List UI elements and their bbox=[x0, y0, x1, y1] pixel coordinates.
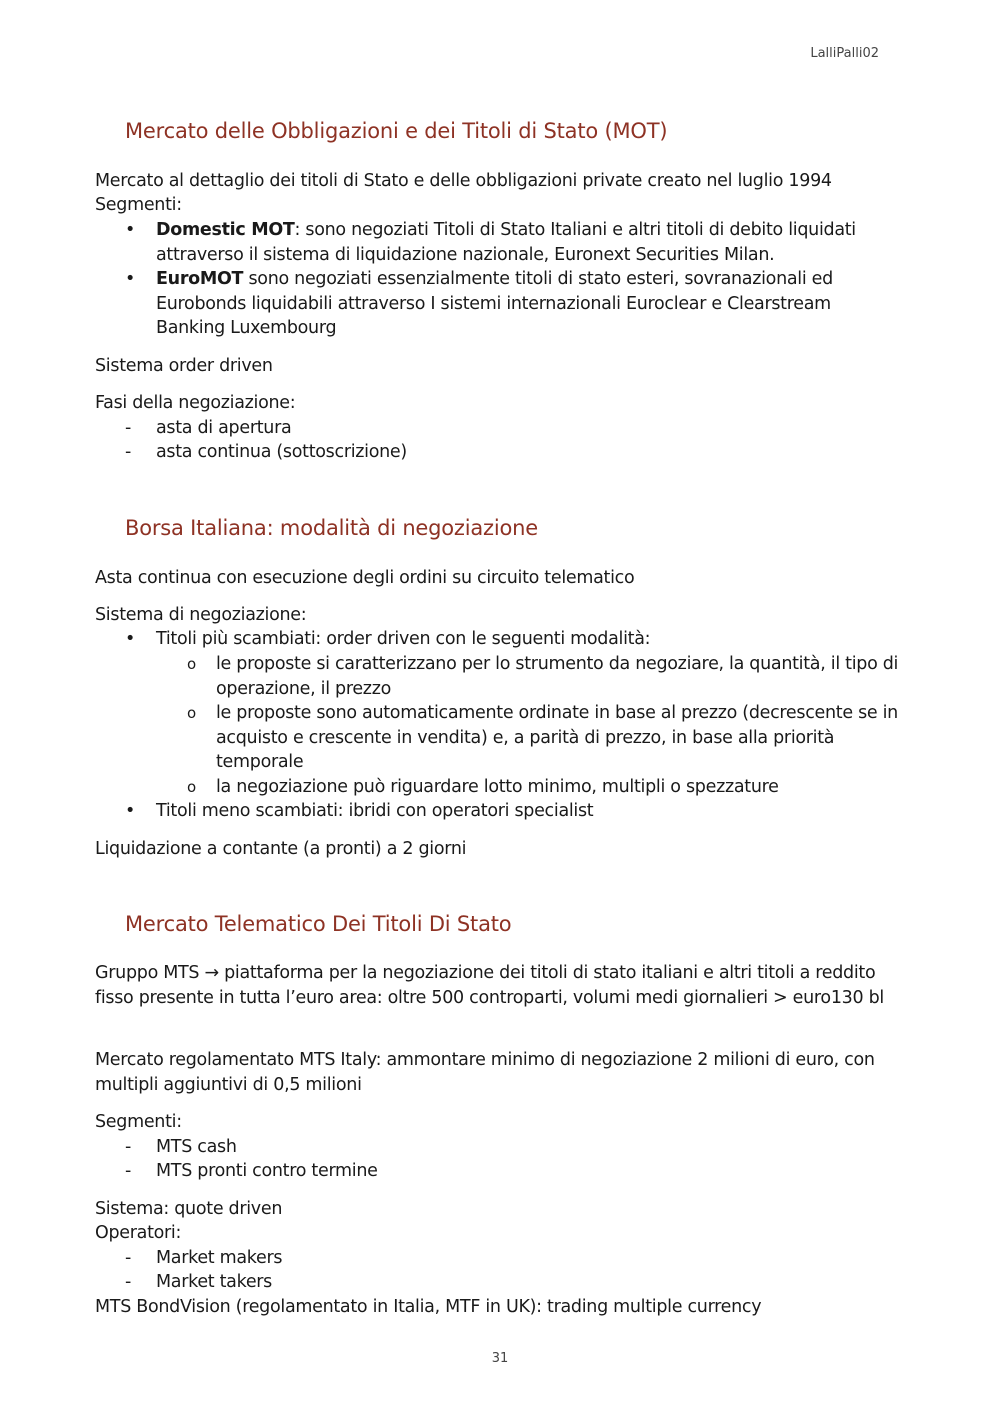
list-item bbox=[156, 218, 876, 267]
circle-marker: o bbox=[187, 655, 197, 673]
dash-marker: - bbox=[125, 1248, 132, 1268]
list-item: MTS cash bbox=[156, 1137, 237, 1157]
paragraph: Mercato regolamentato MTS Italy: ammontare minimo di negoziazione 2 milioni di euro, con multipli aggiuntivi di 0,5 milioni bbox=[95, 1050, 875, 1095]
dash-marker: - bbox=[125, 442, 132, 462]
bullet-marker: • bbox=[125, 801, 136, 821]
paragraph: Mercato al dettaglio dei titoli di Stato e delle obbligazioni private creato nel luglio 1994 bbox=[95, 171, 832, 191]
term: EuroMOT bbox=[156, 269, 244, 289]
dash-marker: - bbox=[125, 1272, 132, 1292]
list-item: MTS pronti contro termine bbox=[156, 1161, 378, 1181]
paragraph: Sistema order driven bbox=[95, 356, 273, 376]
dash-marker: - bbox=[125, 418, 132, 438]
paragraph: Sistema di negoziazione: bbox=[95, 605, 307, 625]
paragraph: Liquidazione a contante (a pronti) a 2 giorni bbox=[95, 839, 467, 859]
section-title-mts: Mercato Telematico Dei Titoli Di Stato bbox=[125, 912, 512, 936]
page-header: LalliPalli02 bbox=[810, 46, 879, 61]
paragraph: Operatori: bbox=[95, 1223, 182, 1243]
bullet-marker: • bbox=[125, 629, 136, 649]
circle-marker: o bbox=[187, 778, 197, 796]
list-item: Market makers bbox=[156, 1248, 283, 1268]
paragraph: Gruppo MTS → piattaforma per la negoziazione dei titoli di stato italiani e altri titoli a reddito fisso presente in tutta l’euro area: oltre 500 controparti, volumi medi giornalieri > euro130 bl bbox=[95, 963, 884, 1008]
bullet-marker: • bbox=[125, 220, 136, 240]
term: Domestic MOT bbox=[156, 220, 295, 240]
list-item: Titoli meno scambiati: ibridi con operatori specialist bbox=[156, 801, 594, 821]
sub-list-item: le proposte sono automaticamente ordinate in base al prezzo (decrescente se in acquisto e crescente in vendita) e, a parità di prezzo, in base alla priorità temporale bbox=[216, 703, 898, 772]
paragraph: Segmenti: bbox=[95, 1112, 182, 1132]
dash-marker: - bbox=[125, 1161, 132, 1181]
list-item: asta continua (sottoscrizione) bbox=[156, 442, 407, 462]
paragraph: Fasi della negoziazione: bbox=[95, 393, 296, 413]
list-item-text: sono negoziati essenzialmente titoli di stato esteri, sovranazionali ed Eurobonds liquidabili attraverso I sistemi internazionali Euroclear e Clearstream Banking Luxembourg bbox=[156, 269, 833, 338]
bullet-marker: • bbox=[125, 269, 136, 289]
paragraph: Sistema: quote driven bbox=[95, 1199, 283, 1219]
sub-list-item: le proposte si caratterizzano per lo strumento da negoziare, la quantità, il tipo di operazione, il prezzo bbox=[216, 654, 899, 699]
paragraph: MTS BondVision (regolamentato in Italia, MTF in UK): trading multiple currency bbox=[95, 1297, 762, 1317]
list-item bbox=[156, 267, 876, 341]
paragraph: Asta continua con esecuzione degli ordini su circuito telematico bbox=[95, 568, 635, 588]
sub-list-item: la negoziazione può riguardare lotto minimo, multipli o spezzature bbox=[216, 777, 779, 797]
circle-marker: o bbox=[187, 704, 197, 722]
list-item-text: : sono negoziati Titoli di Stato Italiani e altri titoli di debito liquidati attraverso il sistema di liquidazione nazionale, Euronext Securities Milan. bbox=[156, 220, 856, 265]
dash-marker: - bbox=[125, 1137, 132, 1157]
section-title-borsa: Borsa Italiana: modalità di negoziazione bbox=[125, 516, 538, 540]
paragraph: Segmenti: bbox=[95, 195, 182, 215]
list-item: Market takers bbox=[156, 1272, 272, 1292]
list-item: asta di apertura bbox=[156, 418, 292, 438]
section-title-mot: Mercato delle Obbligazioni e dei Titoli di Stato (MOT) bbox=[125, 119, 668, 143]
list-item: Titoli più scambiati: order driven con le seguenti modalità: bbox=[156, 629, 651, 649]
page-number: 31 bbox=[491, 1351, 509, 1366]
